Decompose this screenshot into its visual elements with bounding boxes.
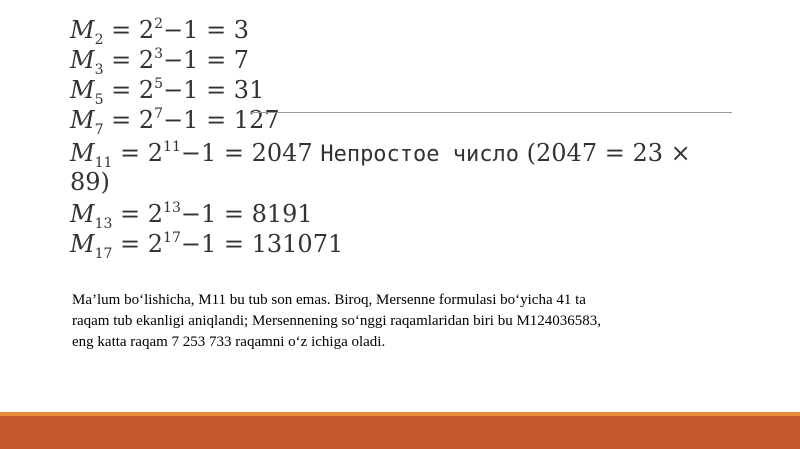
formula-m17: $M_{17} = 2^{17}-1 = 131071$: [70, 230, 344, 262]
formula-m11-note: Непростое число: [320, 142, 520, 167]
formula-m3: $M_3 = 2^3-1 = 7$: [70, 46, 250, 78]
description-paragraph: [72, 290, 672, 353]
formula-m13: $M_{13} = 2^{13}-1 = 8191$: [70, 200, 313, 232]
mersenne-formulas-image: [70, 8, 690, 260]
description-line: raqam tub ekanligi aniqlandi; Mersennening so‘nggi raqamlaridan biri bu M124036583,: [72, 313, 602, 329]
formula-m2: $M_2 = 2^2-1 = 3$: [70, 16, 250, 48]
horizontal-divider: [250, 112, 732, 113]
description-line: eng katta raqam 7 253 733 raqamni o‘z ichiga oladi.: [72, 334, 386, 350]
formula-m11: $M_{11} = 2^{11}-1 = 2047$ Непростое число (2047 = 23 ×: [70, 139, 691, 171]
formula-m7: $M_7 = 2^7-1 = 127$: [70, 106, 280, 138]
formula-m5: $M_5 = 2^5-1 = 31$: [70, 76, 265, 108]
footer-bar: [0, 416, 800, 449]
description-line: Ma’lum bo‘lishicha, M11 bu tub son emas. Biroq, Mersenne formulasi bo‘yicha 41 ta: [72, 292, 586, 308]
formula-m11-continuation: 89): [70, 168, 110, 196]
